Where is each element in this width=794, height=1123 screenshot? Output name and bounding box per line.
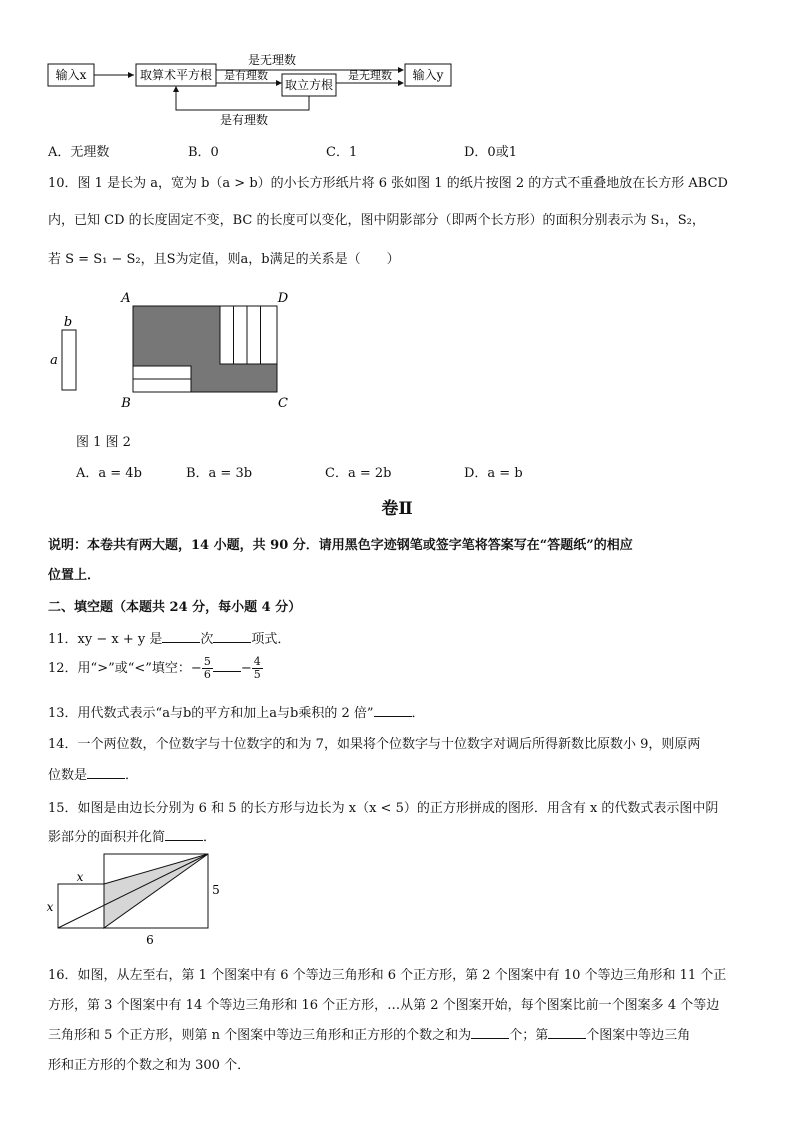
q13-blank[interactable] [374, 704, 412, 717]
q14-prefix: 位数是 [48, 768, 88, 783]
q9-option-a: A．无理数 [48, 145, 110, 160]
q11-suffix: 项式． [251, 632, 291, 647]
q16-line3-c: 个图案中等边三角 [586, 1028, 691, 1043]
q9-flowchart [40, 46, 460, 128]
fig2-strip-1 [220, 306, 234, 364]
flow-label-irrational-2: 是无理数 [348, 69, 392, 82]
fig2-strip-3 [247, 306, 261, 364]
q15-end: ． [203, 830, 217, 845]
q11-prefix: 11．xy − x + y 是 [48, 632, 163, 647]
q10-caption: 图 1 图 2 [76, 435, 131, 450]
flow-output-text: 输入y [412, 68, 444, 82]
q12 [48, 656, 263, 681]
q15-prefix: 影部分的面积并化简 [48, 830, 166, 845]
flow-sqrt-text: 取算术平方根 [139, 68, 213, 82]
q13-end: ． [411, 706, 425, 721]
flow-cbrt-text: 取立方根 [284, 78, 334, 92]
q11-blank-1[interactable] [162, 630, 200, 643]
corner-c: C [278, 396, 288, 411]
q10-option-a: A．a = 4b [76, 466, 142, 481]
fig15-square [58, 884, 104, 928]
q16-line3-a: 三角形和 5 个正方形，则第 n 个图案中等边三角形和正方形的个数之和为 [48, 1028, 472, 1043]
q10-option-b: B．a = 3b [186, 466, 253, 481]
q12-fraction-2: $\frac{4}{5}$ [253, 655, 261, 681]
q12-minus: − [240, 661, 252, 676]
q15-line2 [48, 826, 216, 845]
q15-blank[interactable] [165, 828, 203, 841]
q14-end: ． [125, 768, 139, 783]
flow-label-irrational-top: 是无理数 [247, 53, 297, 67]
corner-a: A [121, 291, 131, 306]
q10-line1: 10．图 1 是长为 a，宽为 b（a > b）的小长方形纸片将 6 张如图 1 的纸片按图 2 的方式不重叠地放在长方形 ABCD [48, 176, 728, 191]
q11-mid: 次 [200, 632, 214, 647]
q14-line2 [48, 764, 138, 783]
q12-blank[interactable] [213, 659, 241, 672]
corner-d: D [277, 291, 289, 306]
q14-blank[interactable] [87, 766, 125, 779]
q14-line1: 14．一个两位数，个位数字与十位数字的和为 7，如果将个位数字与十位数字对调后所得新数比原数小 9，则原两 [48, 737, 701, 752]
corner-b: B [121, 396, 131, 411]
q10-line3: 若 S = S₁ − S₂，且S为定值，则a，b满足的关系是（ ） [48, 252, 400, 267]
fig2-strip-2 [234, 306, 248, 364]
flow-label-rational-1: 是有理数 [224, 69, 268, 82]
q10-line2: 内，已知 CD 的长度固定不变，BC 的长度可以变化，图中阴影部分（即两个长方形）的面积分别表示为 S₁，S₂， [48, 213, 705, 228]
q16-blank-2[interactable] [548, 1026, 586, 1039]
section-title: 卷Ⅱ [381, 499, 413, 519]
fig15-label-5: 5 [212, 883, 220, 897]
q16-line2: 方形，第 3 个图案中有 14 个等边三角形和 16 个正方形，…从第 2 个图案开始，每个图案比前一个图案多 4 个等边 [48, 998, 720, 1013]
fig15-label-x-top: x [76, 870, 84, 884]
q10-option-d: D．a = b [464, 466, 523, 481]
section-note-line2: 位置上． [48, 568, 101, 583]
fig15-label-6: 6 [146, 933, 154, 947]
q15-line1: 15．如图是由边长分别为 6 和 5 的长方形与边长为 x（x < 5）的正方形拼成的图形．用含有 x 的代数式表示图中阴 [48, 801, 719, 816]
flow-label-rational-bottom: 是有理数 [219, 113, 269, 127]
q15-figure [40, 848, 230, 950]
flow-input-text: 输入x [55, 68, 87, 82]
fig2-strip-4 [261, 306, 278, 364]
q9-option-b: B．0 [188, 145, 219, 160]
fig1-label-b: b [63, 315, 73, 330]
fig2-bottom-strip-1 [133, 366, 191, 379]
q12-prefix: 12．用“>”或“<”填空：− [48, 661, 202, 676]
q9-option-c: C．1 [326, 145, 358, 160]
q16-line3 [48, 1024, 690, 1043]
q9-option-d: D．0或1 [464, 145, 517, 160]
fig1-strip [62, 330, 76, 390]
q16-line1: 16．如图，从左至右，第 1 个图案中有 6 个等边三角形和 6 个正方形，第 2 个图案中有 10 个等边三角形和 11 个正 [48, 968, 727, 983]
q13 [48, 702, 425, 721]
section-note-line1: 说明：本卷共有两大题，14 小题，共 90 分．请用黑色字迹钢笔或签字笔将答案写在“答题纸”的相应 [48, 538, 633, 553]
q13-text: 13．用代数式表示“a与b的平方和加上a与b乘积的 2 倍” [48, 706, 374, 721]
q16-line4: 形和正方形的个数之和为 300 个． [48, 1058, 251, 1073]
q11-blank-2[interactable] [213, 630, 251, 643]
q12-fraction-1: $\frac{5}{6}$ [203, 655, 211, 681]
q10-option-c: C．a = 2b [325, 466, 392, 481]
q16-line3-b: 个；第 [509, 1028, 549, 1043]
fig15-shaded [104, 854, 208, 928]
fig2-bottom-strip-2 [133, 379, 191, 392]
fig1-label-a: a [50, 353, 58, 368]
q16-blank-1[interactable] [471, 1026, 509, 1039]
part2-title: 二、填空题（本题共 24 分，每小题 4 分） [48, 600, 302, 615]
fig15-label-x-left: x [46, 900, 54, 914]
q10-figure [44, 288, 304, 412]
q11 [48, 628, 290, 647]
